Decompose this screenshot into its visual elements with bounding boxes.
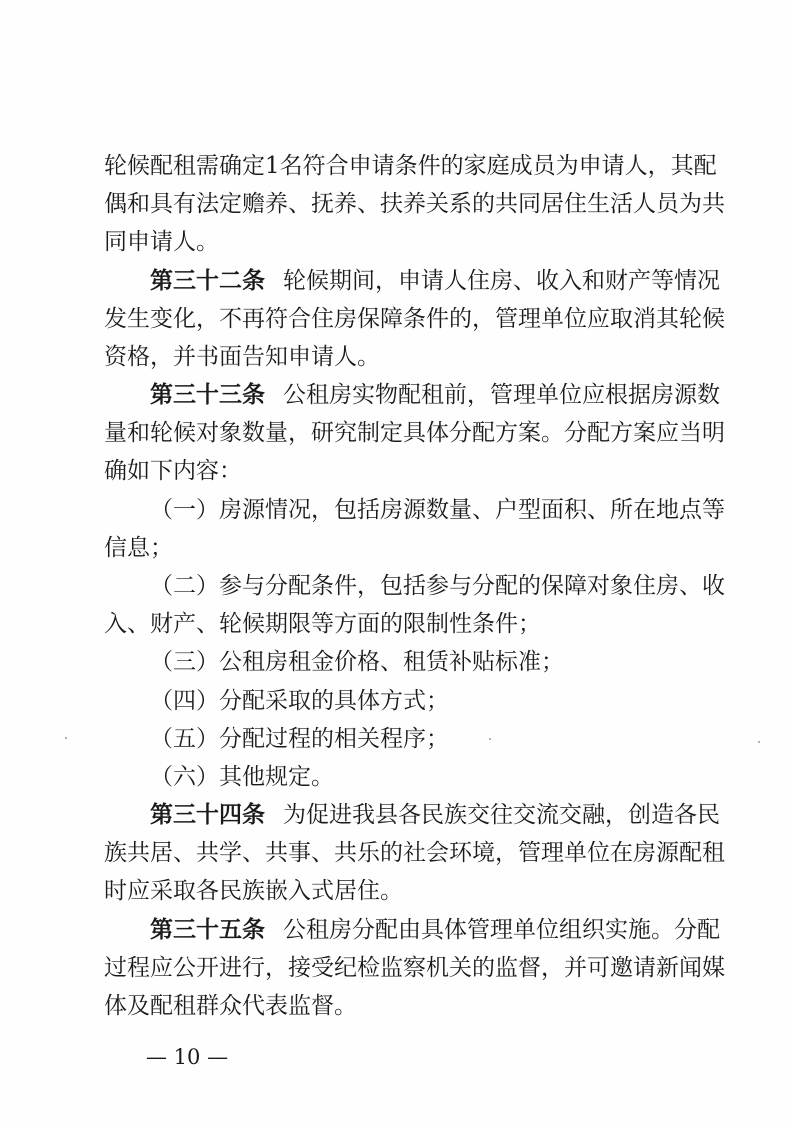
text-line: 入、财产、轮候期限等方面的限制性条件；: [104, 611, 541, 637]
text-line: 量和轮候对象数量，研究制定具体分配方案。分配方案应当明: [104, 420, 725, 446]
text-run: 公租房实物配租前，管理单位应根据房源数: [283, 382, 720, 408]
list-item-4: （四）分配采取的具体方式；: [150, 688, 449, 714]
article-33-heading: 第三十三条: [150, 382, 265, 408]
text-line: 时应采取各民族嵌入式居住。: [104, 878, 403, 904]
article-34-heading: 第三十四条: [150, 802, 265, 828]
article-32-line: [150, 260, 720, 302]
list-item-6: （六）其他规定。: [150, 764, 334, 790]
article-34-line: [150, 794, 720, 836]
text-line: 族共居、共学、共事、共乐的社会环境，管理单位在房源配租: [104, 840, 725, 866]
scan-speck: [489, 738, 491, 740]
text-line: 同申请人。: [104, 229, 219, 255]
text-line: 发生变化，不再符合住房保障条件的，管理单位应取消其轮候: [104, 306, 725, 332]
text-run: 公租房分配由具体管理单位组织实施。分配: [283, 917, 720, 943]
text-line: 确如下内容：: [104, 458, 242, 484]
list-item-3: （三）公租房租金价格、租赁补贴标准；: [150, 649, 564, 675]
list-item-1: （一）房源情况，包括房源数量、户型面积、所在地点等: [150, 497, 725, 523]
text-run: 轮候期间，申请人住房、收入和财产等情况: [283, 268, 720, 294]
text-line: 过程应公开进行，接受纪检监察机关的监督，并可邀请新闻媒: [104, 955, 725, 981]
scan-speck: [65, 737, 67, 739]
text-line: 信息；: [104, 535, 173, 561]
article-32-heading: 第三十二条: [150, 268, 265, 294]
article-33-line: [150, 374, 720, 416]
article-35-heading: 第三十五条: [150, 917, 265, 943]
text-line: 资格，并书面告知申请人。: [104, 344, 380, 370]
page-number: — 10 —: [146, 1045, 229, 1069]
text-line: 体及配租群众代表监督。: [104, 993, 357, 1019]
article-35-line: [150, 909, 720, 951]
text-run: 为促进我县各民族交往交流交融，创造各民: [283, 802, 720, 828]
text-line: 偶和具有法定赡养、抚养、扶养关系的共同居住生活人员为共: [104, 191, 725, 217]
list-item-5: （五）分配过程的相关程序；: [150, 726, 449, 752]
list-item-2: （二）参与分配条件，包括参与分配的保障对象住房、收: [150, 573, 725, 599]
scan-speck: [758, 741, 760, 743]
text-line: 轮候配租需确定1名符合申请条件的家庭成员为申请人，其配: [104, 153, 717, 179]
